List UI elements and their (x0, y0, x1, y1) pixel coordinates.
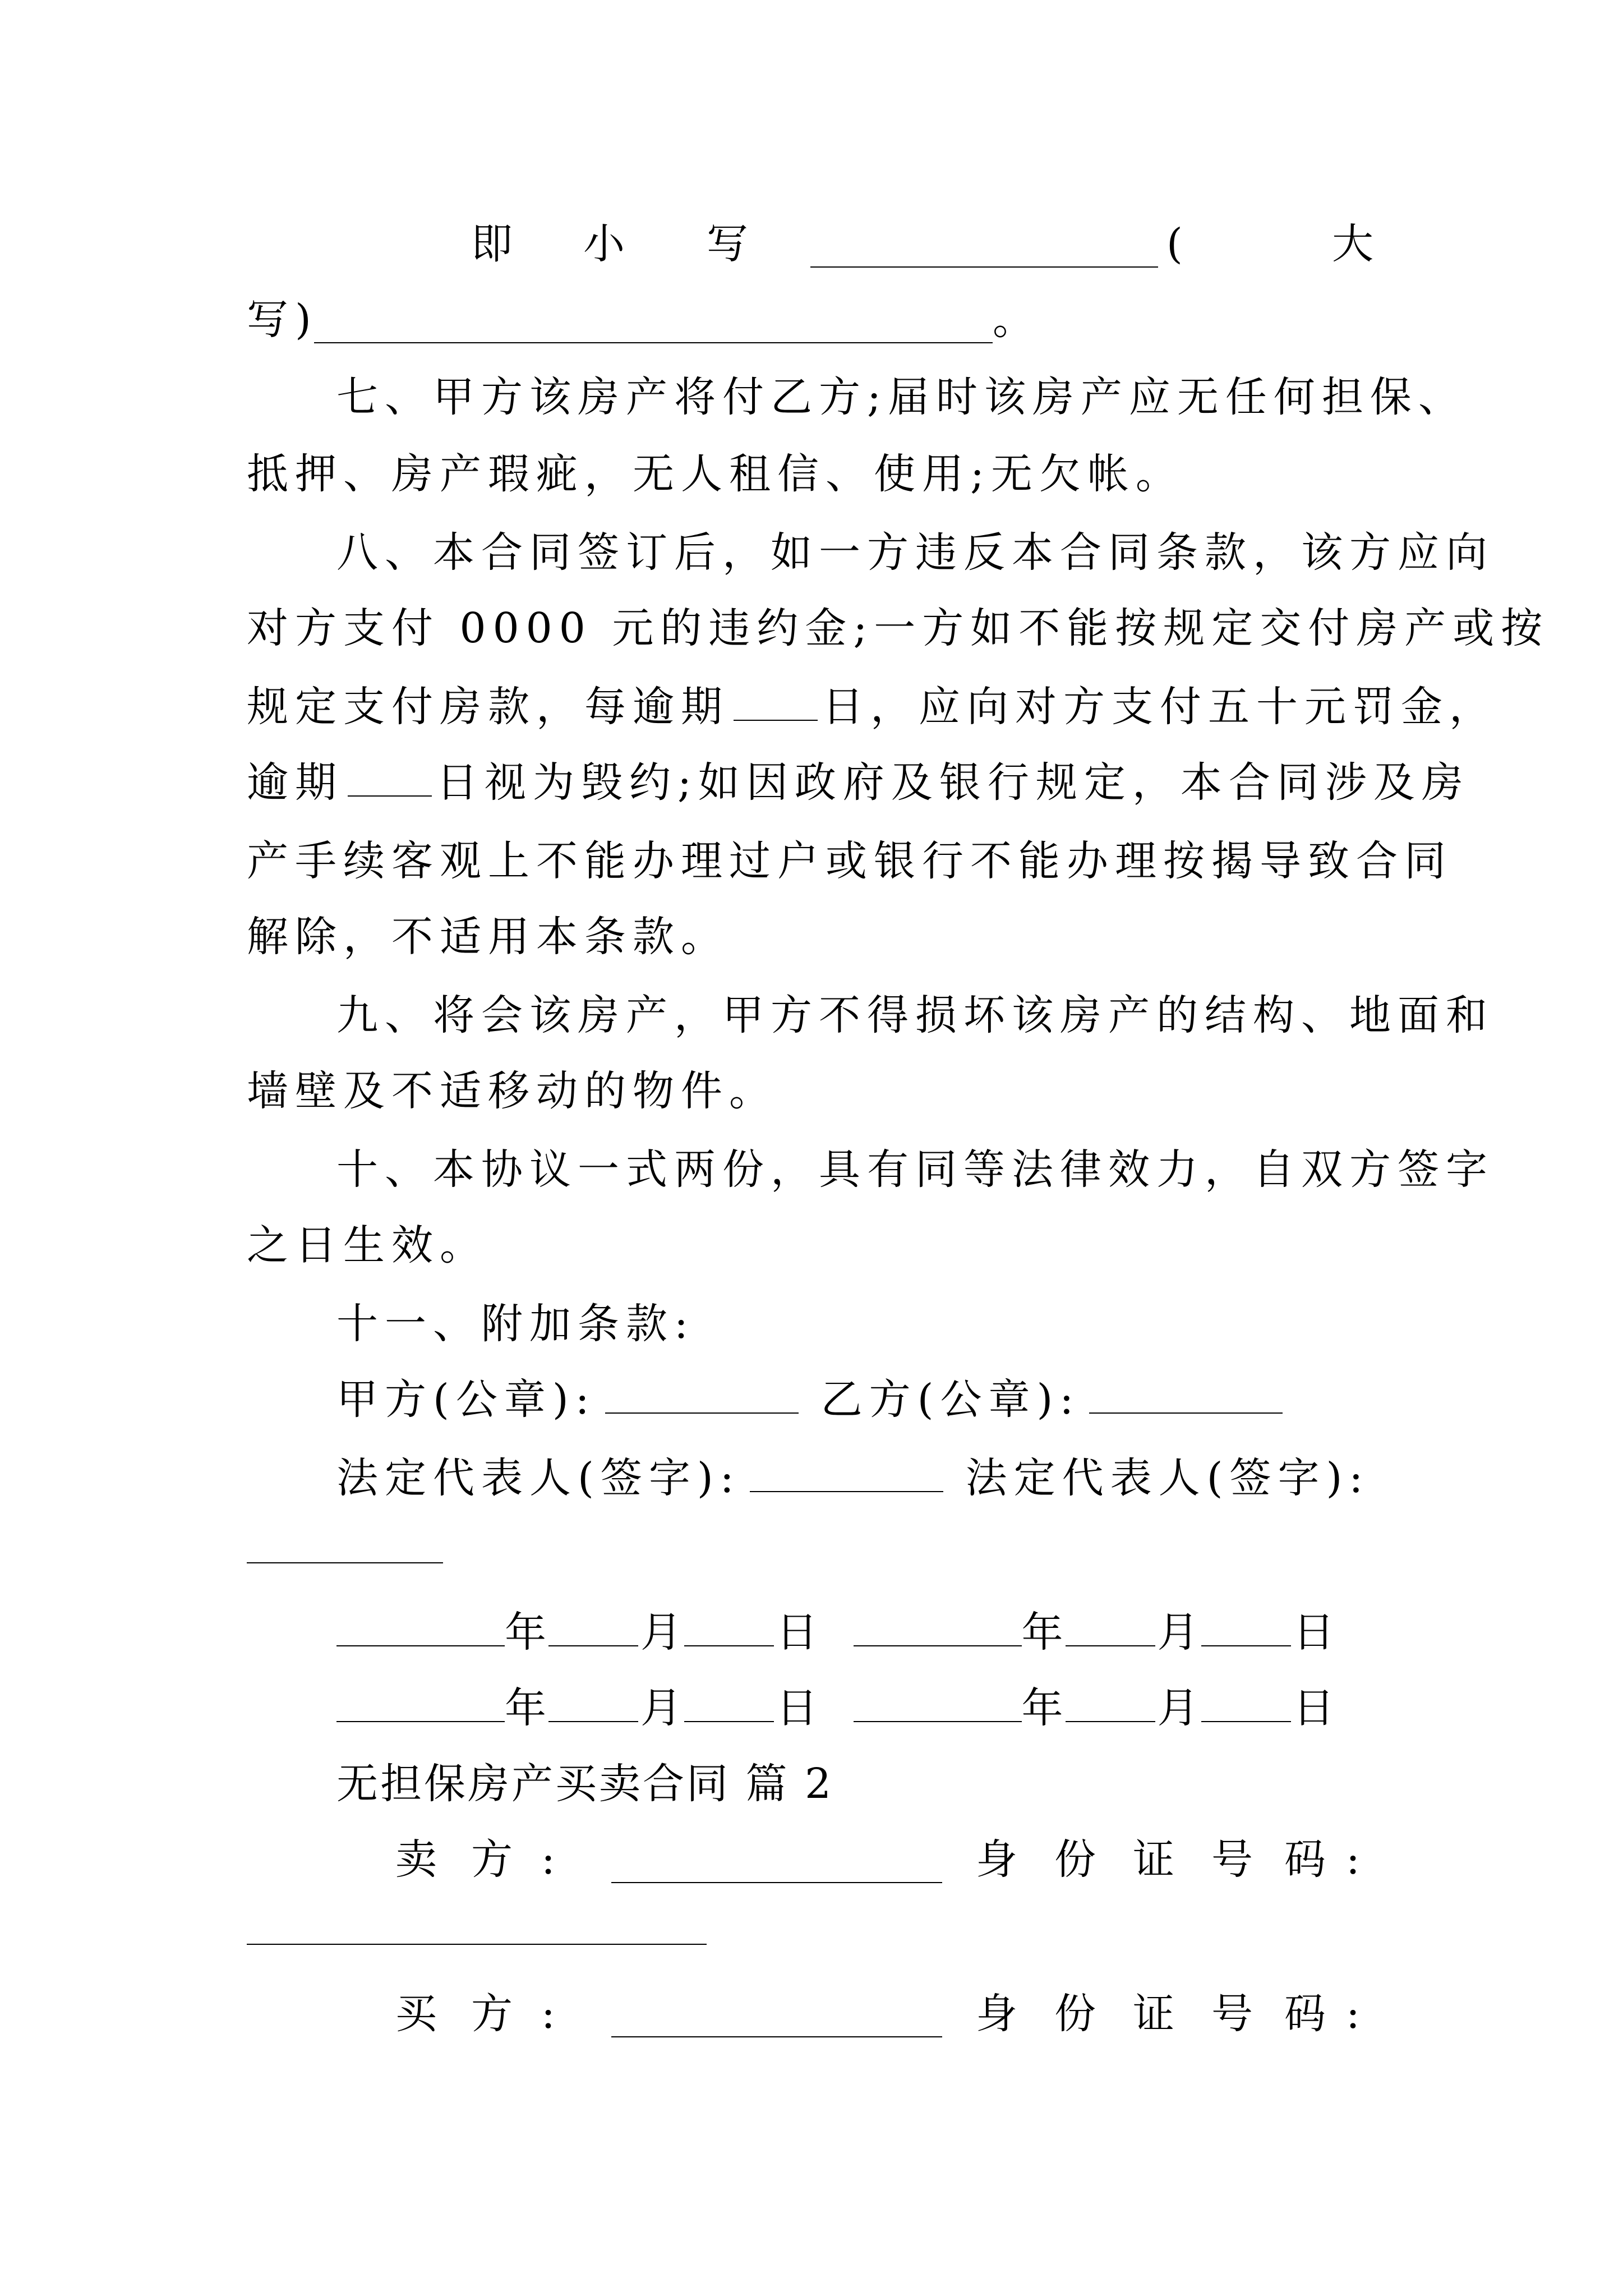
amount-lowercase-blank[interactable] (810, 227, 1158, 268)
text-colon: : (541, 1990, 562, 2038)
party-a-seal-label: 甲方(公章): (336, 1375, 596, 1424)
clause8-line4-text-b: 日视为毁约;如因政府及银行规定，本合同涉及房 (436, 758, 1470, 807)
text-period: 。 (993, 296, 1041, 344)
text-mai-seller: 卖 (395, 1835, 444, 1884)
text-hao: 号 (1211, 1835, 1260, 1884)
date-day-blank[interactable] (684, 1682, 774, 1722)
clause8-line6: 解除，不适用本条款。 (247, 913, 729, 961)
overdue-days-blank[interactable] (734, 680, 818, 721)
amount-uppercase-line (247, 292, 1380, 348)
buyer-name-blank[interactable] (611, 1997, 942, 2037)
buyer-line (247, 1986, 1380, 2042)
text-shen: 身 (976, 1990, 1024, 2038)
date-row-2 (336, 1680, 1380, 1736)
clause8-line3-text-b: 日，应向对方支付五十元罚金， (822, 683, 1497, 731)
date-day-blank[interactable] (684, 1606, 774, 1646)
clause7-line2: 抵押、房产瑕疵，无人租信、使用;无欠帐。 (247, 450, 1184, 498)
party-b-seal-label: 乙方(公章): (820, 1375, 1081, 1424)
text-ma: 码 (1284, 1990, 1332, 2038)
year-label: 年 (1021, 1684, 1063, 1732)
year-label: 年 (505, 1608, 546, 1657)
party-a-rep-blank[interactable] (750, 1452, 943, 1492)
text-ji: 即 (471, 220, 519, 268)
clause10-line2: 之日生效。 (247, 1221, 488, 1269)
month-label: 月 (640, 1684, 682, 1732)
text-xie: 写 (707, 220, 755, 268)
clause8-line4-text-a: 逾期 (247, 758, 343, 807)
seller-name-blank[interactable] (611, 1843, 942, 1883)
text-fang: 方 (471, 1835, 519, 1884)
text-hao: 号 (1211, 1990, 1260, 2038)
party-b-rep-blank[interactable] (247, 1562, 443, 1563)
date-month-blank[interactable] (1066, 1682, 1155, 1722)
text-fen: 份 (1054, 1835, 1103, 1884)
seller-line (247, 1832, 1380, 1888)
date-day-blank[interactable] (1201, 1606, 1291, 1646)
date-year-blank[interactable] (854, 1682, 1022, 1722)
clause8-line1: 八、本合同签订后，如一方违反本合同条款，该方应向 (336, 528, 1494, 577)
year-label: 年 (1021, 1608, 1063, 1657)
text-xie-paren: 写) (247, 296, 318, 344)
clause8-line3 (247, 679, 1497, 735)
date-day-blank[interactable] (1201, 1682, 1291, 1722)
seal-line (336, 1372, 1380, 1428)
clause10-line1: 十、本协议一式两份，具有同等法律效力，自双方签字 (336, 1145, 1494, 1194)
date-year-blank[interactable] (336, 1606, 505, 1646)
text-zheng: 证 (1133, 1835, 1181, 1884)
text-fang: 方 (471, 1990, 519, 2038)
clause8-line4 (247, 754, 1470, 811)
amount-uppercase-blank[interactable] (314, 303, 993, 343)
day-label: 日 (1293, 1608, 1335, 1657)
date-row-1 (336, 1604, 1380, 1660)
party-a-seal-blank[interactable] (605, 1373, 799, 1414)
year-label: 年 (505, 1684, 546, 1732)
clause8-line2: 对方支付 0000 元的违约金;一方如不能按规定交付房产或按 (247, 604, 1550, 652)
clause9-line1: 九、将会该房产，甲方不得损坏该房产的结构、地面和 (336, 991, 1494, 1039)
text-xiao: 小 (583, 220, 631, 268)
seller-id-blank[interactable] (247, 1944, 707, 1945)
date-month-blank[interactable] (1066, 1606, 1155, 1646)
day-label: 日 (776, 1608, 818, 1657)
text-colon: : (1346, 1990, 1367, 2038)
date-month-blank[interactable] (548, 1606, 638, 1646)
breach-days-blank[interactable] (348, 756, 432, 797)
month-label: 月 (640, 1608, 682, 1657)
date-year-blank[interactable] (336, 1682, 505, 1722)
text-shen: 身 (976, 1835, 1024, 1884)
text-zheng: 证 (1133, 1990, 1181, 2038)
text-paren-open: ( (1166, 220, 1189, 268)
contract2-title: 无担保房产买卖合同 篇 2 (336, 1760, 834, 1808)
clause7-line1: 七、甲方该房产将付乙方;届时该房产应无任何担保、 (336, 373, 1467, 421)
clause9-line2: 墙壁及不适移动的物件。 (247, 1067, 777, 1115)
text-colon: : (541, 1835, 562, 1884)
party-b-seal-blank[interactable] (1089, 1373, 1283, 1414)
clause11-title: 十一、附加条款: (336, 1300, 695, 1348)
text-mai-buyer: 买 (395, 1990, 444, 2038)
text-da: 大 (1332, 220, 1380, 268)
party-b-rep-label: 法定代表人(签字): (965, 1454, 1370, 1502)
day-label: 日 (1293, 1684, 1335, 1732)
legal-rep-line (336, 1450, 1380, 1506)
text-colon: : (1346, 1835, 1367, 1884)
date-month-blank[interactable] (548, 1682, 638, 1722)
month-label: 月 (1157, 1684, 1199, 1732)
text-fen: 份 (1054, 1990, 1103, 2038)
clause8-line3-text-a: 规定支付房款，每逾期 (247, 683, 729, 731)
party-a-rep-label: 法定代表人(签字): (336, 1454, 741, 1502)
clause8-line5: 产手续客观上不能办理过户或银行不能办理按揭导致合同 (247, 837, 1453, 885)
month-label: 月 (1157, 1608, 1199, 1657)
date-year-blank[interactable] (854, 1606, 1022, 1646)
day-label: 日 (776, 1684, 818, 1732)
text-ma: 码 (1284, 1835, 1332, 1884)
amount-lowercase-line (247, 216, 1380, 272)
